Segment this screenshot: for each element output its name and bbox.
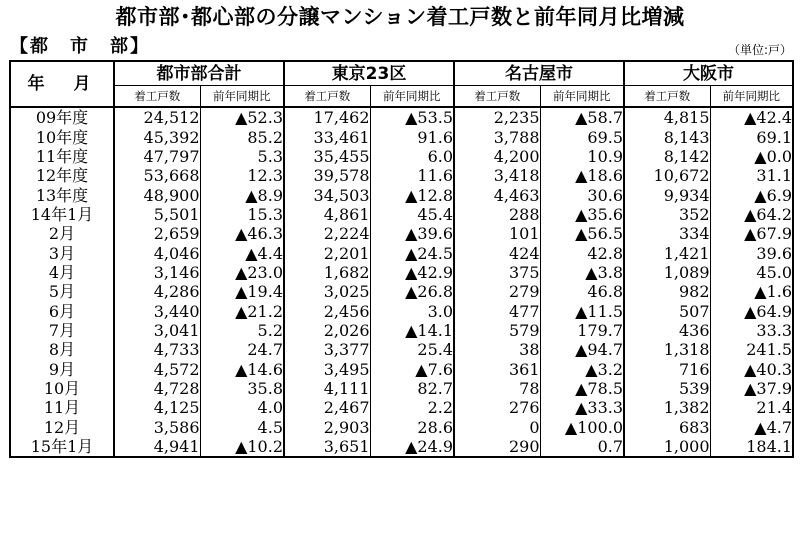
cell-urban-count: 47,797 [114,147,200,166]
cell-urban-ratio: 15.3 [200,205,284,224]
cell-nagoya-ratio: 42.8 [540,243,624,262]
cell-osaka-count: 1,382 [624,398,710,417]
cell-nagoya-ratio: 0.7 [540,437,624,457]
cell-osaka-ratio: ▲64.9 [710,301,793,320]
year-month-header: 年 月 [10,61,114,107]
cell-osaka-count: 1,421 [624,243,710,262]
cell-osaka-count: 539 [624,379,710,398]
sub-header-count: 着工戸数 [624,86,710,108]
group-header-urban-total: 都市部合計 [114,61,284,86]
cell-nagoya-count: 290 [454,437,540,457]
cell-osaka-count: 9,934 [624,185,710,204]
cell-tokyo-ratio: ▲7.6 [370,359,454,378]
cell-osaka-ratio: ▲40.3 [710,359,793,378]
cell-nagoya-count: 4,200 [454,147,540,166]
table-row [10,205,793,224]
row-label: 3月 [48,243,76,263]
sub-header-ratio: 前年同期比 [370,86,454,108]
cell-tokyo-count: 2,467 [284,398,370,417]
cell-urban-count: 45,392 [114,127,200,146]
table-row [10,282,793,301]
cell-tokyo-count: 4,861 [284,205,370,224]
cell-osaka-count: 1,089 [624,263,710,282]
table-row [10,224,793,243]
cell-tokyo-count: 4,111 [284,379,370,398]
cell-nagoya-count: 3,418 [454,166,540,185]
cell-nagoya-ratio: ▲3.2 [540,359,624,378]
cell-osaka-ratio: 33.3 [710,321,793,340]
table-row [10,359,793,378]
row-label: 10年度 [35,127,89,147]
table-row [10,127,793,146]
cell-osaka-count: 4,815 [624,107,710,127]
cell-tokyo-count: 3,025 [284,282,370,301]
cell-tokyo-count: 2,224 [284,224,370,243]
cell-nagoya-count: 78 [454,379,540,398]
sub-header-ratio: 前年同期比 [200,86,284,108]
cell-osaka-count: 982 [624,282,710,301]
cell-osaka-count: 334 [624,224,710,243]
cell-tokyo-count: 3,651 [284,437,370,457]
cell-nagoya-count: 375 [454,263,540,282]
cell-urban-ratio: 5.3 [200,147,284,166]
cell-urban-count: 4,125 [114,398,200,417]
table-row [10,166,793,185]
cell-urban-count: 53,668 [114,166,200,185]
cell-nagoya-ratio: 179.7 [540,321,624,340]
cell-nagoya-ratio: ▲56.5 [540,224,624,243]
row-label: 10月 [43,378,81,398]
cell-nagoya-count: 3,788 [454,127,540,146]
group-header-osaka: 大阪市 [624,61,793,86]
table-row [10,398,793,417]
row-label: 5月 [48,282,76,302]
cell-osaka-count: 507 [624,301,710,320]
sub-header-count: 着工戸数 [454,86,540,108]
cell-nagoya-count: 424 [454,243,540,262]
cell-osaka-count: 10,672 [624,166,710,185]
cell-urban-ratio: 85.2 [200,127,284,146]
cell-nagoya-count: 101 [454,224,540,243]
cell-urban-ratio: 4.5 [200,418,284,437]
cell-tokyo-ratio: ▲42.9 [370,263,454,282]
cell-nagoya-ratio: 10.9 [540,147,624,166]
cell-urban-count: 3,586 [114,418,200,437]
cell-tokyo-ratio: 82.7 [370,379,454,398]
table-row [10,107,793,127]
cell-urban-ratio: ▲21.2 [200,301,284,320]
cell-tokyo-ratio: 45.4 [370,205,454,224]
table-row [10,418,793,437]
cell-tokyo-ratio: ▲14.1 [370,321,454,340]
row-label: 8月 [48,340,76,360]
cell-osaka-count: 716 [624,359,710,378]
cell-osaka-ratio: 45.0 [710,263,793,282]
page-title: 都市部･都心部の分譲マンション着工戸数と前年同月比増減 [115,5,685,29]
cell-nagoya-ratio: ▲78.5 [540,379,624,398]
table-body [10,107,793,457]
table-row [10,301,793,320]
table-row [10,321,793,340]
cell-nagoya-ratio: ▲58.7 [540,107,624,127]
row-label: 11月 [43,398,81,418]
group-header-tokyo23: 東京23区 [284,61,454,86]
cell-nagoya-count: 38 [454,340,540,359]
cell-osaka-ratio: 31.1 [710,166,793,185]
row-label: 4月 [48,262,76,282]
cell-tokyo-count: 2,903 [284,418,370,437]
cell-tokyo-count: 33,461 [284,127,370,146]
cell-tokyo-count: 35,455 [284,147,370,166]
cell-tokyo-ratio: ▲39.6 [370,224,454,243]
cell-osaka-ratio: ▲4.7 [710,418,793,437]
cell-nagoya-ratio: ▲18.6 [540,166,624,185]
cell-urban-count: 3,146 [114,263,200,282]
cell-tokyo-ratio: ▲24.5 [370,243,454,262]
group-header-nagoya: 名古屋市 [454,61,624,86]
cell-tokyo-count: 39,578 [284,166,370,185]
cell-urban-count: 3,041 [114,321,200,340]
cell-nagoya-count: 4,463 [454,185,540,204]
cell-osaka-ratio: ▲1.6 [710,282,793,301]
cell-osaka-ratio: 39.6 [710,243,793,262]
sub-header-count: 着工戸数 [114,86,200,108]
cell-urban-count: 2,659 [114,224,200,243]
cell-nagoya-ratio: ▲94.7 [540,340,624,359]
cell-urban-count: 4,286 [114,282,200,301]
cell-tokyo-count: 2,201 [284,243,370,262]
row-label: 14年1月 [30,204,94,224]
sub-header-ratio: 前年同期比 [710,86,793,108]
cell-osaka-ratio: ▲67.9 [710,224,793,243]
cell-osaka-count: 352 [624,205,710,224]
sub-header-count: 着工戸数 [284,86,370,108]
cell-nagoya-ratio: ▲100.0 [540,418,624,437]
cell-urban-ratio: ▲46.3 [200,224,284,243]
cell-nagoya-count: 361 [454,359,540,378]
cell-osaka-ratio: 184.1 [710,437,793,457]
table-row [10,379,793,398]
cell-urban-count: 4,572 [114,359,200,378]
table-row [10,185,793,204]
cell-urban-count: 4,733 [114,340,200,359]
cell-tokyo-ratio: ▲12.8 [370,185,454,204]
cell-urban-ratio: ▲52.3 [200,107,284,127]
row-label: 13年度 [35,185,89,205]
cell-osaka-ratio: ▲64.2 [710,205,793,224]
cell-tokyo-ratio: 3.0 [370,301,454,320]
cell-osaka-count: 436 [624,321,710,340]
cell-urban-count: 5,501 [114,205,200,224]
cell-tokyo-ratio: 28.6 [370,418,454,437]
table-row [10,243,793,262]
table-row [10,263,793,282]
cell-urban-ratio: 24.7 [200,340,284,359]
cell-urban-ratio: ▲23.0 [200,263,284,282]
data-table [9,60,794,458]
cell-tokyo-ratio: 11.6 [370,166,454,185]
cell-urban-ratio: ▲8.9 [200,185,284,204]
cell-nagoya-count: 288 [454,205,540,224]
cell-tokyo-count: 1,682 [284,263,370,282]
cell-urban-ratio: ▲10.2 [200,437,284,457]
cell-nagoya-ratio: ▲33.3 [540,398,624,417]
cell-urban-count: 3,440 [114,301,200,320]
cell-tokyo-ratio: ▲24.9 [370,437,454,457]
row-label: 6月 [48,301,76,321]
cell-urban-count: 4,728 [114,379,200,398]
cell-nagoya-ratio: 30.6 [540,185,624,204]
cell-tokyo-ratio: 6.0 [370,147,454,166]
cell-urban-ratio: ▲19.4 [200,282,284,301]
cell-osaka-ratio: ▲37.9 [710,379,793,398]
cell-nagoya-count: 279 [454,282,540,301]
cell-nagoya-ratio: ▲3.8 [540,263,624,282]
cell-osaka-ratio: 241.5 [710,340,793,359]
cell-osaka-count: 1,000 [624,437,710,457]
cell-tokyo-count: 3,377 [284,340,370,359]
cell-tokyo-ratio: ▲53.5 [370,107,454,127]
table-row [10,147,793,166]
row-label: 2月 [48,224,76,244]
cell-urban-ratio: ▲4.4 [200,243,284,262]
cell-nagoya-count: 477 [454,301,540,320]
cell-tokyo-count: 2,456 [284,301,370,320]
table-row [10,437,793,457]
sub-header-ratio: 前年同期比 [540,86,624,108]
row-label: 15年1月 [30,437,94,457]
unit-label: （単位:戸） [727,43,792,57]
row-label: 7月 [48,320,76,340]
cell-urban-count: 4,941 [114,437,200,457]
row-label: 12月 [43,417,81,437]
row-label: 09年度 [35,108,89,128]
cell-urban-ratio: ▲14.6 [200,359,284,378]
cell-osaka-count: 8,142 [624,147,710,166]
cell-urban-count: 4,046 [114,243,200,262]
cell-nagoya-ratio: ▲11.5 [540,301,624,320]
cell-tokyo-ratio: ▲26.8 [370,282,454,301]
cell-tokyo-count: 2,026 [284,321,370,340]
cell-tokyo-ratio: 25.4 [370,340,454,359]
table-row [10,340,793,359]
cell-nagoya-count: 579 [454,321,540,340]
row-label: 12年度 [35,166,89,186]
cell-urban-count: 48,900 [114,185,200,204]
cell-tokyo-count: 3,495 [284,359,370,378]
cell-nagoya-count: 276 [454,398,540,417]
cell-osaka-count: 683 [624,418,710,437]
cell-nagoya-ratio: ▲35.6 [540,205,624,224]
cell-urban-ratio: 5.2 [200,321,284,340]
cell-tokyo-ratio: 2.2 [370,398,454,417]
cell-osaka-ratio: ▲42.4 [710,107,793,127]
cell-urban-ratio: 35.8 [200,379,284,398]
cell-nagoya-ratio: 69.5 [540,127,624,146]
cell-osaka-ratio: ▲6.9 [710,185,793,204]
cell-urban-ratio: 12.3 [200,166,284,185]
cell-osaka-count: 8,143 [624,127,710,146]
cell-osaka-ratio: ▲0.0 [710,147,793,166]
section-label: 【都 市 部】 [10,36,150,57]
cell-urban-count: 24,512 [114,107,200,127]
row-label: 11年度 [35,146,89,166]
cell-nagoya-ratio: 46.8 [540,282,624,301]
cell-osaka-count: 1,318 [624,340,710,359]
cell-tokyo-count: 34,503 [284,185,370,204]
cell-osaka-ratio: 21.4 [710,398,793,417]
cell-nagoya-count: 0 [454,418,540,437]
cell-tokyo-count: 17,462 [284,107,370,127]
cell-urban-ratio: 4.0 [200,398,284,417]
row-label: 9月 [48,359,76,379]
cell-nagoya-count: 2,235 [454,107,540,127]
cell-tokyo-ratio: 91.6 [370,127,454,146]
cell-osaka-ratio: 69.1 [710,127,793,146]
